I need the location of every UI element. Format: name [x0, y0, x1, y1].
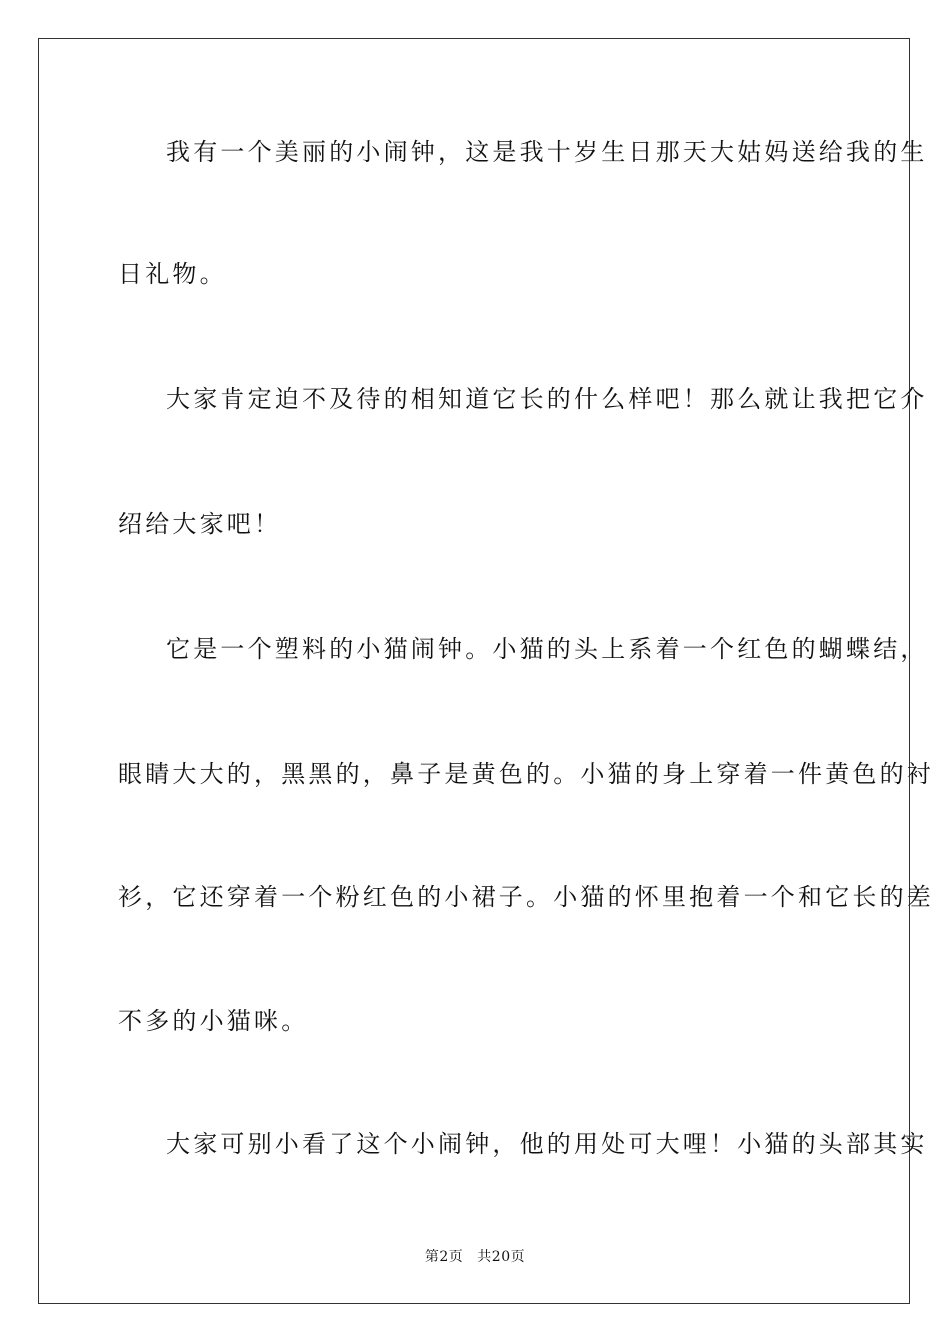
paragraph-line: 眼睛大大的，黑黑的，鼻子是黄色的。小猫的身上穿着一件黄色的衬: [118, 760, 934, 788]
paragraph-line: 大家肯定迫不及待的相知道它长的什么样吧！那么就让我把它介: [166, 385, 928, 413]
page-footer: [0, 1248, 950, 1266]
paragraph-line: 大家可别小看了这个小闹钟，他的用处可大哩！小猫的头部其实: [166, 1130, 928, 1158]
page-number: 第2页: [424, 1249, 464, 1265]
paragraph-line: 日礼物。: [118, 260, 227, 288]
paragraph-line: 绍给大家吧！: [118, 510, 282, 538]
total-pages: 共20页: [477, 1249, 526, 1265]
paragraph-line: 我有一个美丽的小闹钟，这是我十岁生日那天大姑妈送给我的生: [166, 138, 928, 166]
paragraph-line: 衫，它还穿着一个粉红色的小裙子。小猫的怀里抱着一个和它长的差: [118, 883, 934, 911]
paragraph-line: 它是一个塑料的小猫闹钟。小猫的头上系着一个红色的蝴蝶结，: [166, 635, 928, 663]
paragraph-line: 不多的小猫咪。: [118, 1007, 309, 1035]
page-border: [38, 38, 934, 1304]
